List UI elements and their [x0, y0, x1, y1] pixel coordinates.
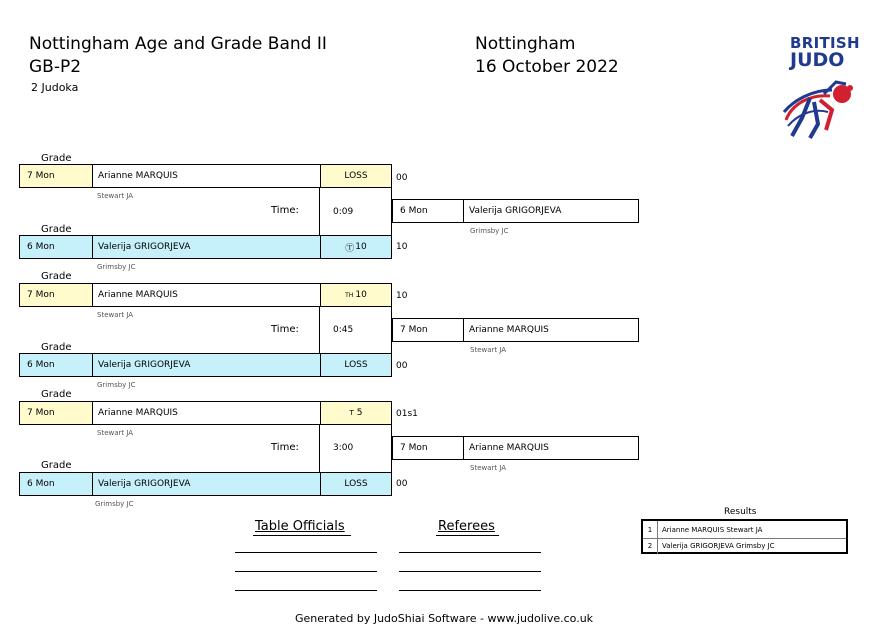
blue-player-row: [19, 235, 392, 259]
time-label: Time:: [271, 205, 299, 216]
match-result: LOSS: [320, 354, 391, 376]
player-name: Arianne MARQUIS: [92, 402, 320, 424]
signature-line: [399, 571, 541, 572]
player-score: 00: [396, 361, 408, 371]
player-score: 10: [396, 291, 408, 301]
player-name: Valerija GRIGORJEVA: [92, 236, 320, 258]
player-club: Stewart JA: [97, 311, 134, 319]
british-judo-logo: [780, 34, 860, 142]
date-label: 16 October 2022: [475, 57, 619, 77]
winner-name: Arianne MARQUIS: [463, 437, 638, 459]
winner-grade: 7 Mon: [400, 325, 428, 335]
result-entry: Valerija GRIGORJEVA Grimsby JC: [662, 541, 775, 550]
signature-line: [235, 552, 377, 553]
match-result: TH 10: [320, 284, 391, 306]
footer-credit: Generated by JudoShiai Software - www.judolive.co.uk: [295, 612, 594, 625]
match-time: 0:45: [333, 325, 354, 335]
winner-grade: 6 Mon: [400, 206, 428, 216]
grade-header: Grade: [41, 389, 72, 400]
player-name: Arianne MARQUIS: [92, 165, 320, 187]
player-club: Grimsby JC: [95, 500, 134, 508]
grade-header: Grade: [41, 342, 72, 353]
grade-header: Grade: [41, 224, 72, 235]
result-position: 1: [643, 521, 658, 538]
white-player-row: [19, 401, 392, 425]
winner-grade: 7 Mon: [400, 443, 428, 453]
player-grade: 6 Mon: [20, 236, 92, 258]
winner-row: [392, 318, 639, 342]
winner-club: Stewart JA: [470, 346, 507, 354]
winner-row: [392, 199, 639, 223]
white-player-row: [19, 283, 392, 307]
match-result: Ⓣ 10: [320, 236, 391, 258]
logo-text-british: BRITISH: [790, 34, 860, 52]
match-result: T 5: [320, 402, 391, 424]
match-result: LOSS: [320, 473, 391, 495]
table-officials-heading: Table Officials: [255, 519, 345, 534]
winner-row: [392, 436, 639, 460]
player-club: Stewart JA: [97, 429, 134, 437]
player-club: Grimsby JC: [97, 381, 136, 389]
time-label: Time:: [271, 324, 299, 335]
winner-name: Valerija GRIGORJEVA: [463, 200, 638, 222]
bracket-line: [319, 188, 320, 235]
category-label: GB-P2: [29, 57, 82, 77]
result-icon: TH: [345, 291, 354, 299]
match-result: LOSS: [320, 165, 391, 187]
match-time: 0:09: [333, 207, 354, 217]
competitor-count: 2 Judoka: [31, 81, 79, 94]
results-table: [641, 519, 848, 554]
venue-label: Nottingham: [475, 34, 576, 54]
player-club: Grimsby JC: [97, 263, 136, 271]
player-name: Valerija GRIGORJEVA: [92, 473, 320, 495]
signature-line: [235, 590, 377, 591]
bracket-line: [319, 307, 320, 354]
player-score: 00: [396, 479, 408, 489]
heading-underline: [436, 535, 499, 536]
competition-title: Nottingham Age and Grade Band II: [29, 34, 327, 54]
player-grade: 6 Mon: [20, 473, 92, 495]
logo-text-judo: JUDO: [790, 49, 845, 71]
grade-header: Grade: [41, 460, 72, 471]
grade-header: Grade: [41, 153, 72, 164]
blue-player-row: [19, 353, 392, 377]
time-label: Time:: [271, 442, 299, 453]
grade-header: Grade: [41, 271, 72, 282]
player-score: 10: [396, 242, 408, 252]
match-time: 3:00: [333, 443, 354, 453]
player-grade: 7 Mon: [20, 284, 92, 306]
referees-heading: Referees: [438, 519, 495, 534]
player-score: 00: [396, 173, 408, 183]
result-position: 2: [643, 537, 658, 554]
winner-name: Arianne MARQUIS: [463, 319, 638, 341]
white-player-row: [19, 164, 392, 188]
player-grade: 6 Mon: [20, 354, 92, 376]
judo-figures-icon: [780, 74, 860, 142]
player-name: Arianne MARQUIS: [92, 284, 320, 306]
result-icon: T: [349, 409, 354, 417]
player-grade: 7 Mon: [20, 165, 92, 187]
results-row: [643, 537, 846, 554]
signature-line: [235, 571, 377, 572]
winner-club: Grimsby JC: [470, 227, 509, 235]
player-club: Stewart JA: [97, 192, 134, 200]
player-grade: 7 Mon: [20, 402, 92, 424]
player-score: 01s1: [396, 409, 418, 419]
result-entry: Arianne MARQUIS Stewart JA: [662, 525, 763, 534]
heading-underline: [253, 535, 351, 536]
player-name: Valerija GRIGORJEVA: [92, 354, 320, 376]
winner-club: Stewart JA: [470, 464, 507, 472]
result-icon: Ⓣ: [345, 243, 355, 254]
signature-line: [399, 552, 541, 553]
signature-line: [399, 590, 541, 591]
results-title: Results: [724, 507, 757, 517]
blue-player-row: [19, 472, 392, 496]
bracket-line: [319, 425, 320, 472]
